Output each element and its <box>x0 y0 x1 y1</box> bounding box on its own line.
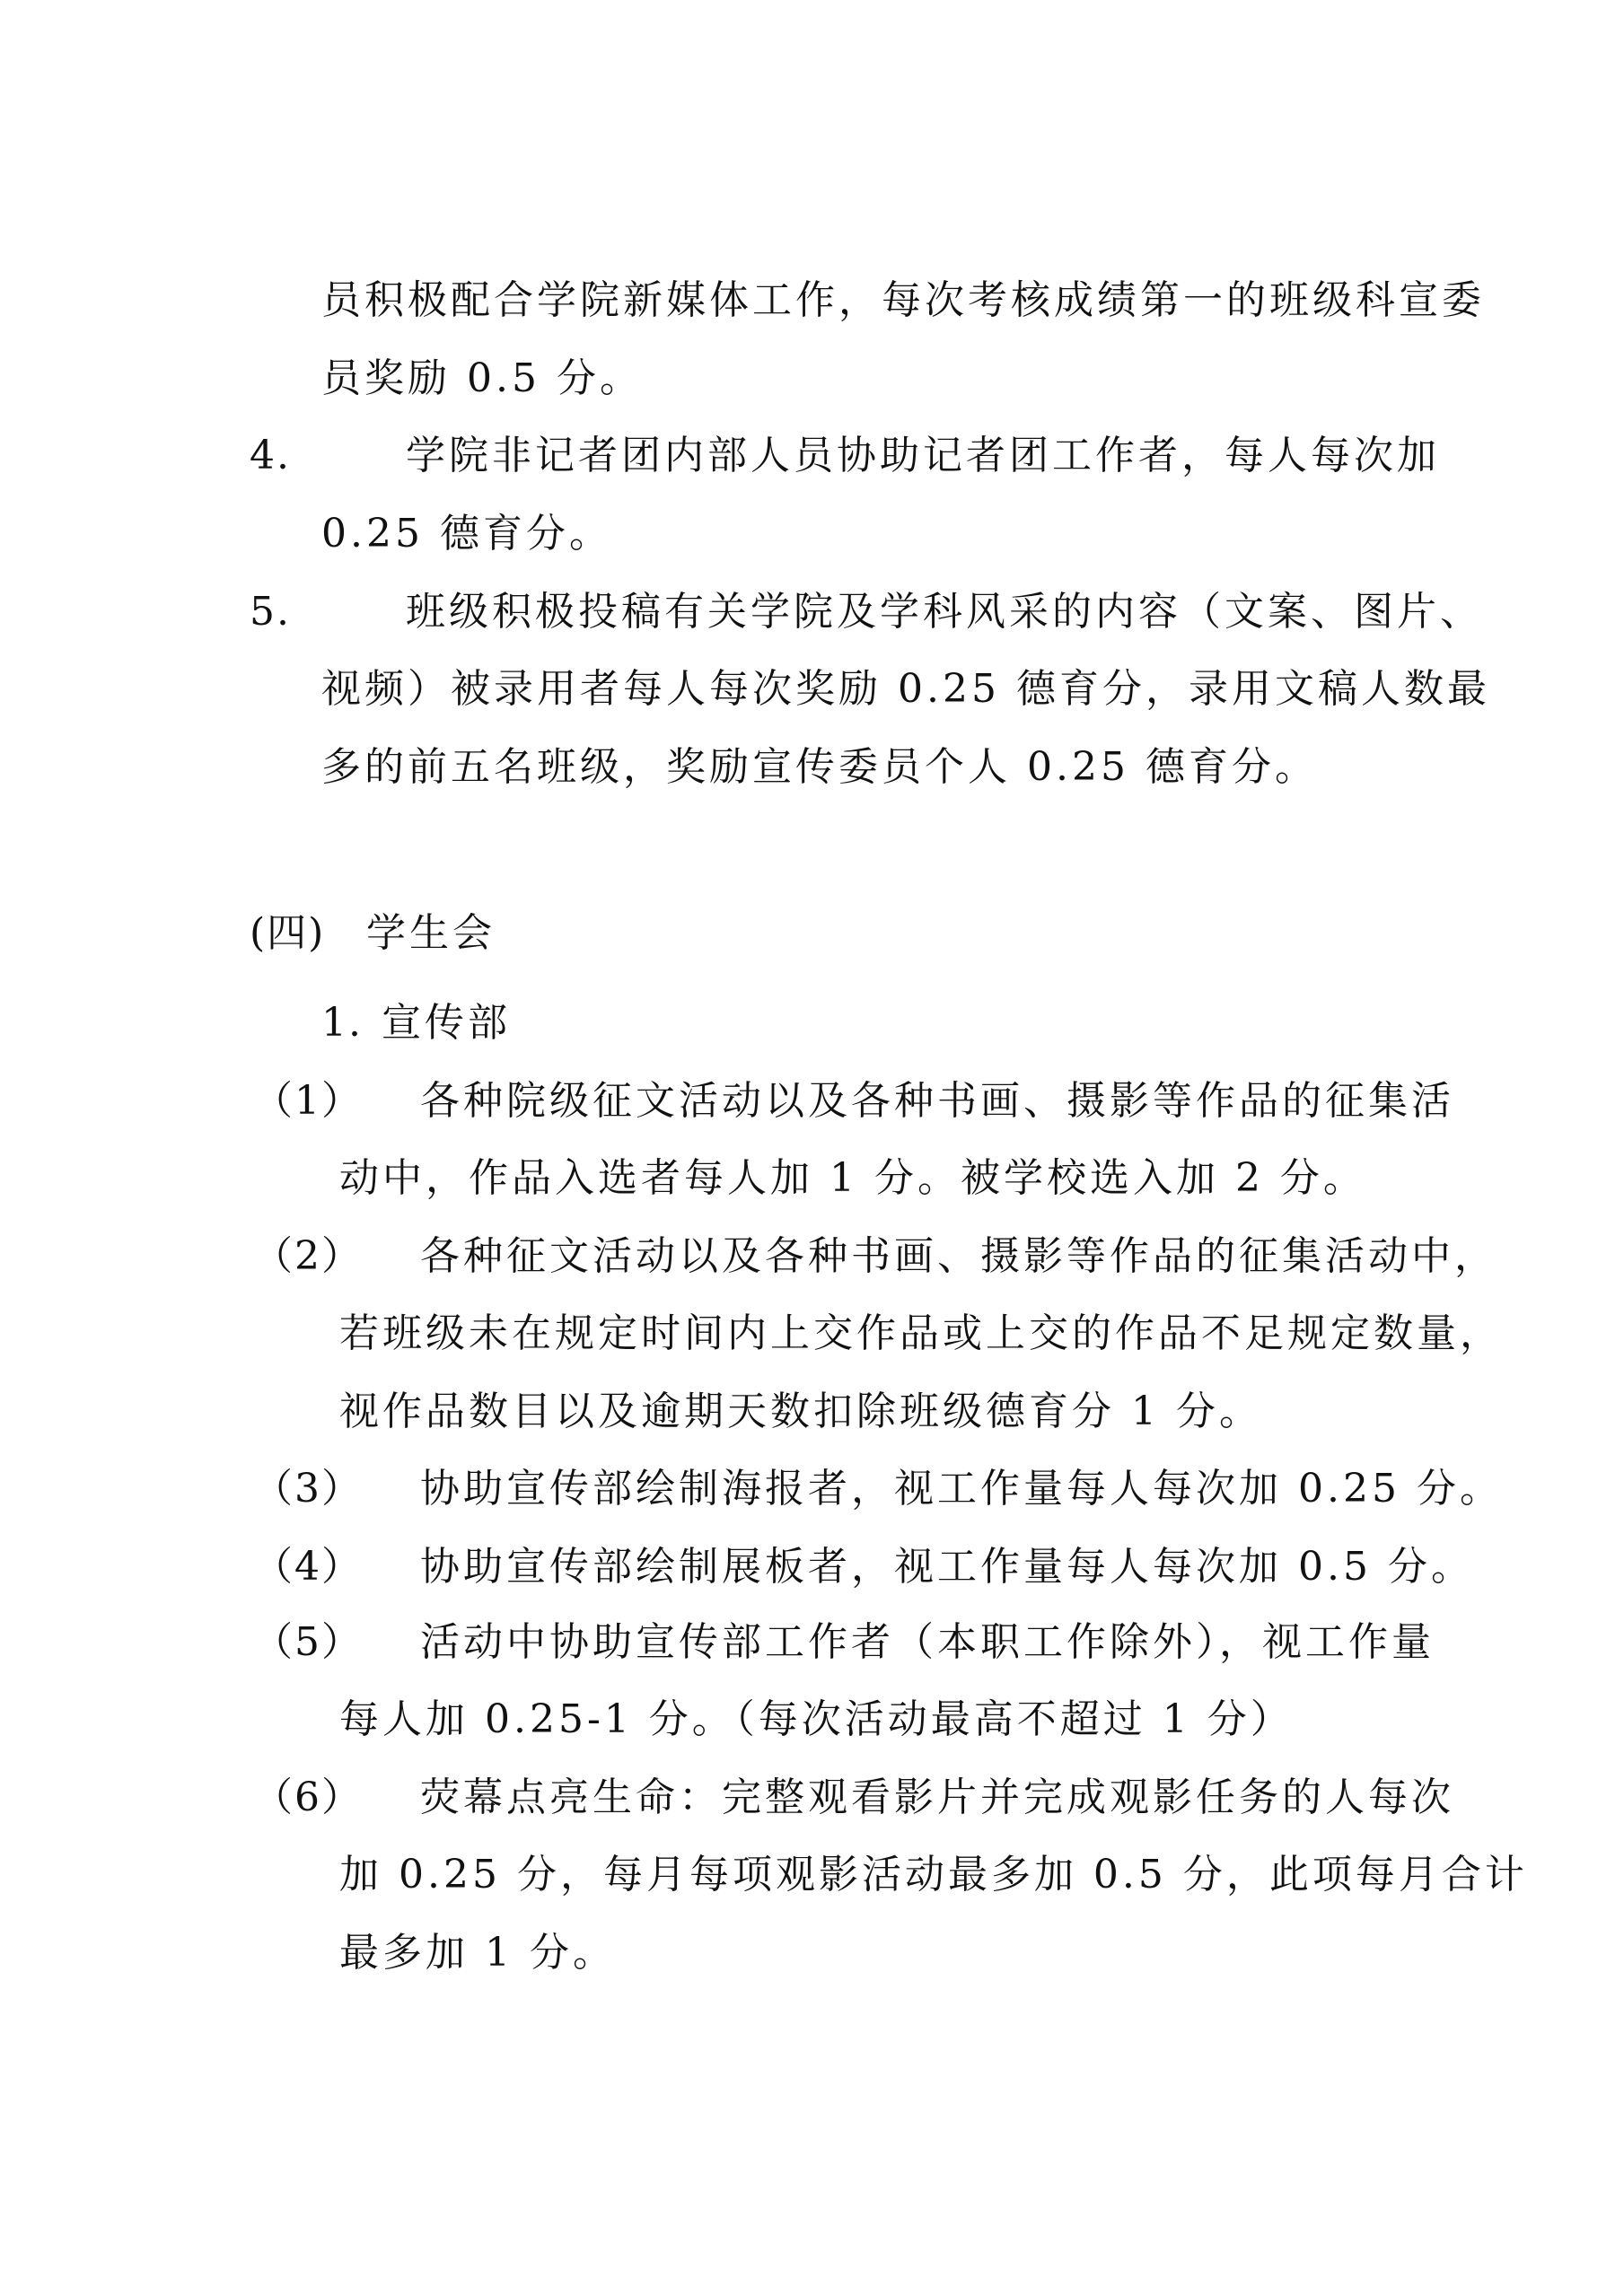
item-number: （2） <box>253 1233 363 1279</box>
item-number: 5. <box>250 589 291 635</box>
subsection-title: 宣传部 <box>382 1000 511 1046</box>
item-number: （3） <box>253 1466 363 1512</box>
paragraph-line: 视作品数目以及逾期天数扣除班级德育分 1 分。 <box>339 1389 1262 1434</box>
paragraph-line: 学院非记者团内部人员协助记者团工作者，每人每次加 <box>406 433 1440 478</box>
paragraph-line: 各种院级征文活动以及各种书画、摄影等作品的征集活 <box>420 1078 1454 1124</box>
item-number: （6） <box>253 1775 363 1820</box>
item-number: （5） <box>253 1619 363 1665</box>
paragraph-line: 各种征文活动以及各种书画、摄影等作品的征集活动中， <box>420 1233 1497 1279</box>
paragraph-line: 员积极配合学院新媒体工作，每次考核成绩第一的班级科宣委 <box>321 277 1485 323</box>
paragraph-line: 员奖励 0.5 分。 <box>321 355 643 401</box>
paragraph-line: 视频）被录用者每人每次奖励 0.25 德育分，录用文稿人数最 <box>321 666 1490 712</box>
paragraph-line: 动中，作品入选者每人加 1 分。被学校选入加 2 分。 <box>339 1155 1366 1201</box>
paragraph-line: 0.25 德育分。 <box>321 511 612 556</box>
paragraph-line: 协助宣传部绘制展板者，视工作量每人每次加 0.5 分。 <box>420 1544 1474 1590</box>
item-number: 4. <box>250 433 291 478</box>
paragraph-line: 最多加 1 分。 <box>339 1930 616 1976</box>
paragraph-line: 协助宣传部绘制海报者，视工作量每人每次加 0.25 分。 <box>420 1466 1503 1512</box>
item-number: （1） <box>253 1078 363 1124</box>
paragraph-line: 班级积极投稿有关学院及学科风采的内容（文案、图片、 <box>406 589 1483 635</box>
paragraph-line: 每人加 0.25-1 分。（每次活动最高不超过 1 分） <box>339 1696 1294 1742</box>
section-number: (四) <box>250 910 326 956</box>
item-number: （4） <box>253 1544 363 1590</box>
paragraph-line: 荧幕点亮生命：完整观看影片并完成观影任务的人每次 <box>420 1775 1454 1820</box>
subsection-number: 1. <box>321 1000 363 1046</box>
paragraph-line: 多的前五名班级，奖励宣传委员个人 0.25 德育分。 <box>321 744 1318 790</box>
section-title: 学生会 <box>366 910 496 956</box>
paragraph-line: 若班级未在规定时间内上交作品或上交的作品不足规定数量， <box>339 1310 1503 1356</box>
paragraph-line: 加 0.25 分，每月每项观影活动最多加 0.5 分，此项每月合计 <box>339 1852 1528 1897</box>
paragraph-line: 活动中协助宣传部工作者（本职工作除外），视工作量 <box>420 1619 1435 1665</box>
